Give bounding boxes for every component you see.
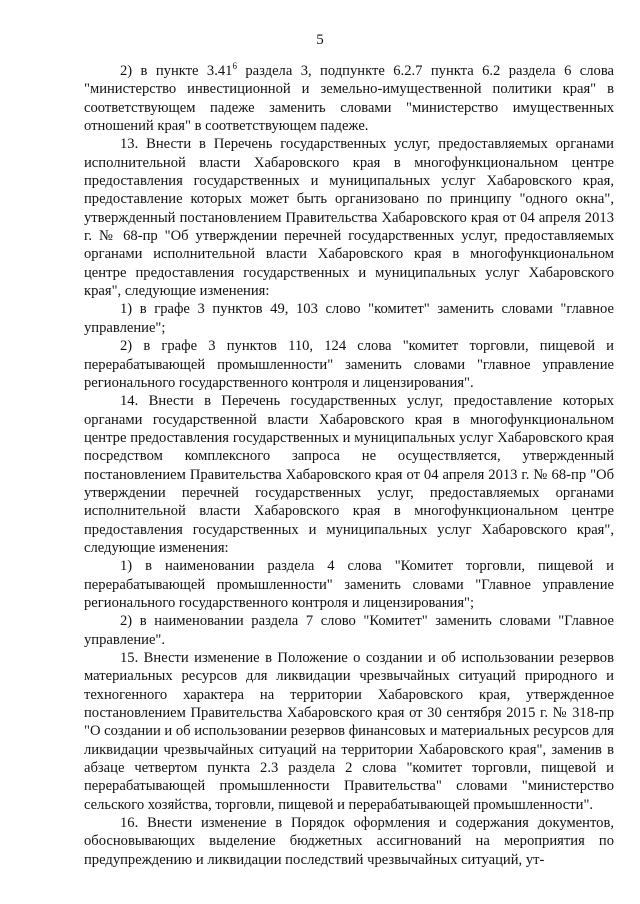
paragraph-15: 15. Внести изменение в Положение о создании и об использовании резервов материальных ресурсов для ликвидации чрезвычайных ситуаций природного и техногенного характера на территории Хабаровского края, утвержденное постановлением Правительства Хабаровского края от 30 сентября 2015 г. № 318-пр "О создании и об использовании резервов финансовых и материальных ресурсов для ликвидации чрезвычайных ситуаций на территории Хабаровского края", заменив в абзаце четвертом пункта 2.3 раздела 2 слова "комитет торговли, пищевой и перерабатывающей промышленности Правительства" словами "министерство сельского хозяйства, торговли, пищевой и перерабатывающей промышленности". — [84, 650, 615, 813]
paragraph-16: 16. Внести изменение в Порядок оформления и содержания документов, обосновывающих выделение бюджетных ассигнований на мероприятия по предупреждению и ликвидации последствий чрезвычайных ситуаций, ут- — [84, 815, 614, 868]
paragraph-13-item-1: 1) в графе 3 пунктов 49, 103 слово "комитет" заменить словами "главное управление"; — [84, 301, 614, 336]
paragraph-14-item-2: 2) в наименовании раздела 7 слово "Комитет" заменить словами "Главное управление". — [84, 613, 614, 648]
document-body — [84, 62, 614, 869]
paragraph-item-2-amendment — [84, 62, 614, 135]
paragraph-13-item-2: 2) в графе 3 пунктов 110, 124 слова "комитет торговли, пищевой и перерабатывающей промышленности" заменить словами "главное управление регионального государственного контроля и лицензирования". — [84, 338, 614, 391]
paragraph-14: 14. Внести в Перечень государственных услуг, предоставление которых органами государственной власти Хабаровского края в многофункциональном центре предоставления государственных и муниципальных услуг Хабаровского края посредством комплексного запроса не осуществляется, утвержденный постановлением Правительства Хабаровского края от 04 апреля 2013 г. № 68-пр "Об утверждении перечней государственных услуг, предоставляемых органами исполнительной власти Хабаровского края в многофункциональном центре предоставления государственных и муниципальных услуг Хабаровского края", следующие изменения: — [84, 393, 614, 556]
paragraph-text-pre: 2) в пункте 3.41 — [120, 63, 233, 79]
paragraph-13: 13. Внести в Перечень государственных услуг, предоставляемых органами исполнительной власти Хабаровского края в многофункциональном центре предоставления государственных и муниципальных услуг Хабаровского края, предоставление которых может быть организовано по принципу "одного окна", утвержденный постановлением Правительства Хабаровского края от 04 апреля 2013 г. № 68-пр "Об утверждении перечней государственных услуг, предоставляемых органами исполнительной власти Хабаровского края в многофункциональном центре предоставления государственных и муниципальных услуг Хабаровского края", следующие изменения: — [84, 136, 614, 300]
paragraph-text-post: раздела 3, подпункте 6.2.7 пункта 6.2 раздела 6 слова "министерство инвестиционной и земельно-имущественной политики края" в соответствующем падеже заменить словами "министерство имущественных отношений края" в соответствующем падеже. — [84, 63, 614, 135]
paragraph-14-item-1: 1) в наименовании раздела 4 слова "Комитет торговли, пищевой и перерабатывающей промышленности" заменить словами "Главное управление регионального государственного контроля и лицензирования"; — [84, 558, 614, 611]
page-number: 5 — [316, 32, 324, 48]
superscript: 6 — [232, 61, 237, 71]
